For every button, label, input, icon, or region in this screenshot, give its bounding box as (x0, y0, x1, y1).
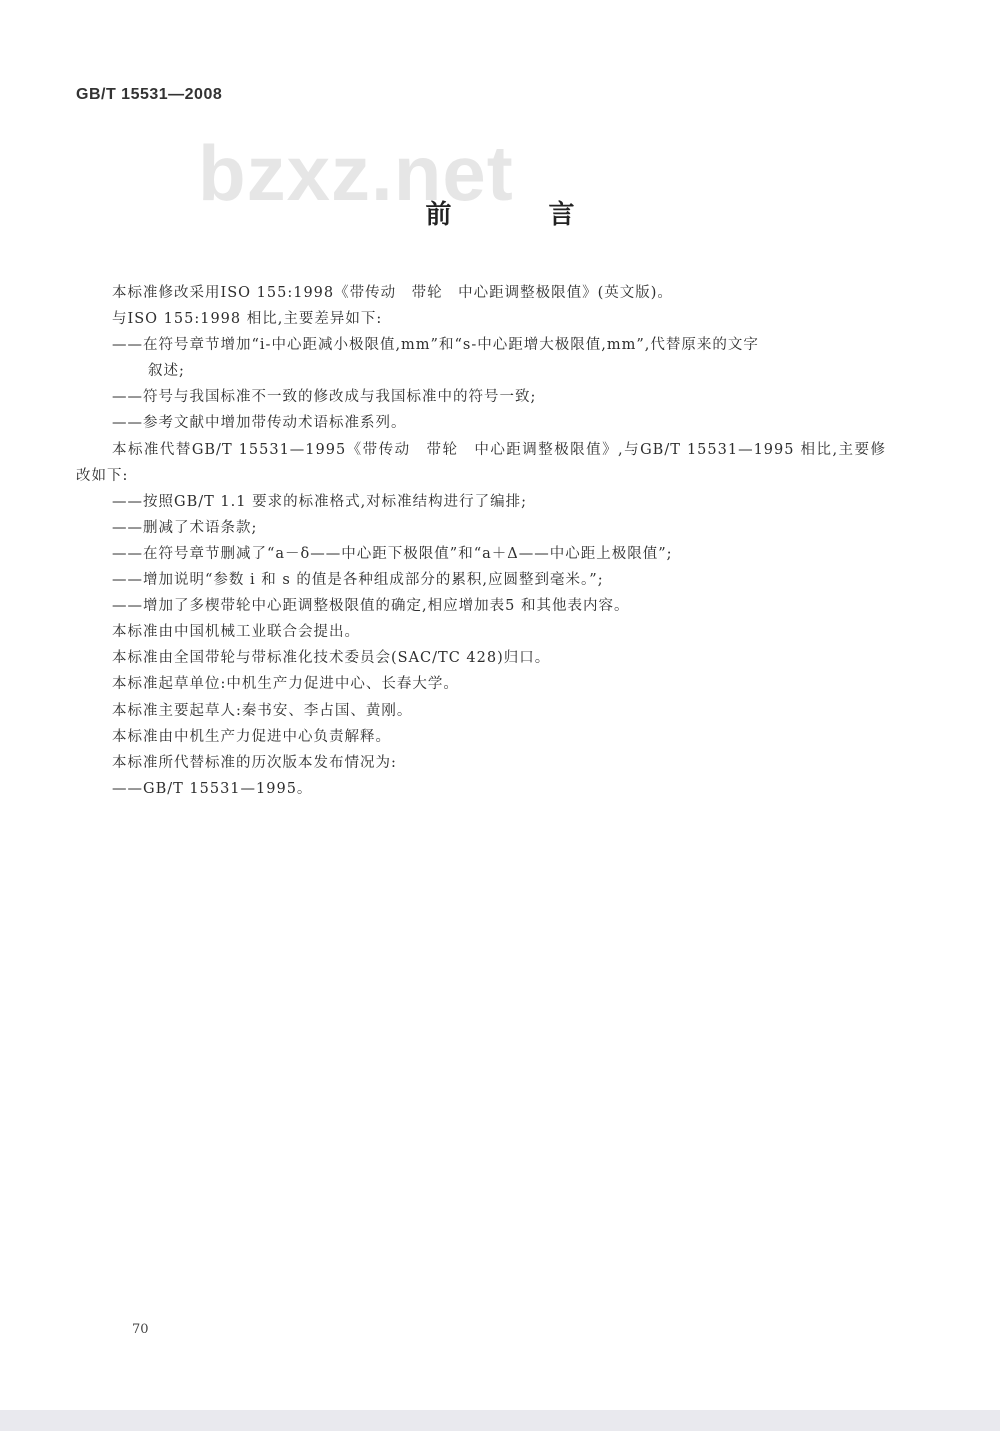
page-number: 70 (132, 1322, 149, 1337)
list-item-modification: ——删减了术语条款; (112, 519, 258, 536)
difference-1-line-2: 叙述; (148, 363, 185, 380)
list-item-modification: ——增加说明“参数 i 和 s 的值是各种组成部分的累积,应圆整到毫米。”; (112, 572, 604, 589)
list-item-difference: ——参考文献中增加带传动术语标准系列。 (112, 415, 407, 432)
page-title: 前 言 (425, 200, 619, 230)
list-item-difference: ——符号与我国标准不一致的修改成与我国标准中的符号一致; (112, 389, 537, 406)
watermark-logo: bzxz.net (198, 129, 514, 217)
paragraph-drafting-units: 本标准起草单位:中机生产力促进中心、长春大学。 (112, 676, 459, 693)
list-item-modification: ——增加了多楔带轮中心距调整极限值的确定,相应增加表5 和其他表内容。 (112, 598, 630, 615)
paragraph-proposer: 本标准由中国机械工业联合会提出。 (112, 624, 360, 641)
difference-1-line-1: ——在符号章节增加“i-中心距减小极限值,mm”和“s-中心距增大极限值,mm”,代替原来的文字 (112, 337, 759, 354)
paragraph-interpretation: 本标准由中机生产力促进中心负责解释。 (112, 728, 391, 745)
paragraph-drafters: 本标准主要起草人:秦书安、李占国、黄刚。 (112, 702, 413, 719)
foreword-body (76, 280, 886, 802)
paragraph-history-intro: 本标准所代替标准的历次版本发布情况为: (112, 754, 397, 771)
list-item-modification: ——在符号章节删减了“a－δ——中心距下极限值”和“a＋Δ——中心距上极限值”; (112, 545, 673, 562)
paragraph-adoption: 本标准修改采用ISO 155:1998《带传动 带轮 中心距调整极限值》(英文版)。 (112, 285, 673, 301)
paragraph-differences-intro: 与ISO 155:1998 相比,主要差异如下: (112, 311, 383, 328)
list-item-modification: ——按照GB/T 1.1 要求的标准格式,对标准结构进行了编排; (112, 493, 528, 510)
standard-number: GB/T 15531—2008 (76, 86, 223, 103)
list-item-previous-edition: ——GB/T 15531—1995。 (112, 780, 313, 797)
paragraph-replacement: 本标准代替GB/T 15531—1995《带传动 带轮 中心距调整极限值》,与GB/T 15531—1995 相比,主要修改如下: (76, 441, 886, 484)
paragraph-committee: 本标准由全国带轮与带标准化技术委员会(SAC/TC 428)归口。 (112, 650, 551, 667)
list-item-difference (76, 332, 886, 384)
viewer-bottom-strip (0, 1410, 1000, 1431)
